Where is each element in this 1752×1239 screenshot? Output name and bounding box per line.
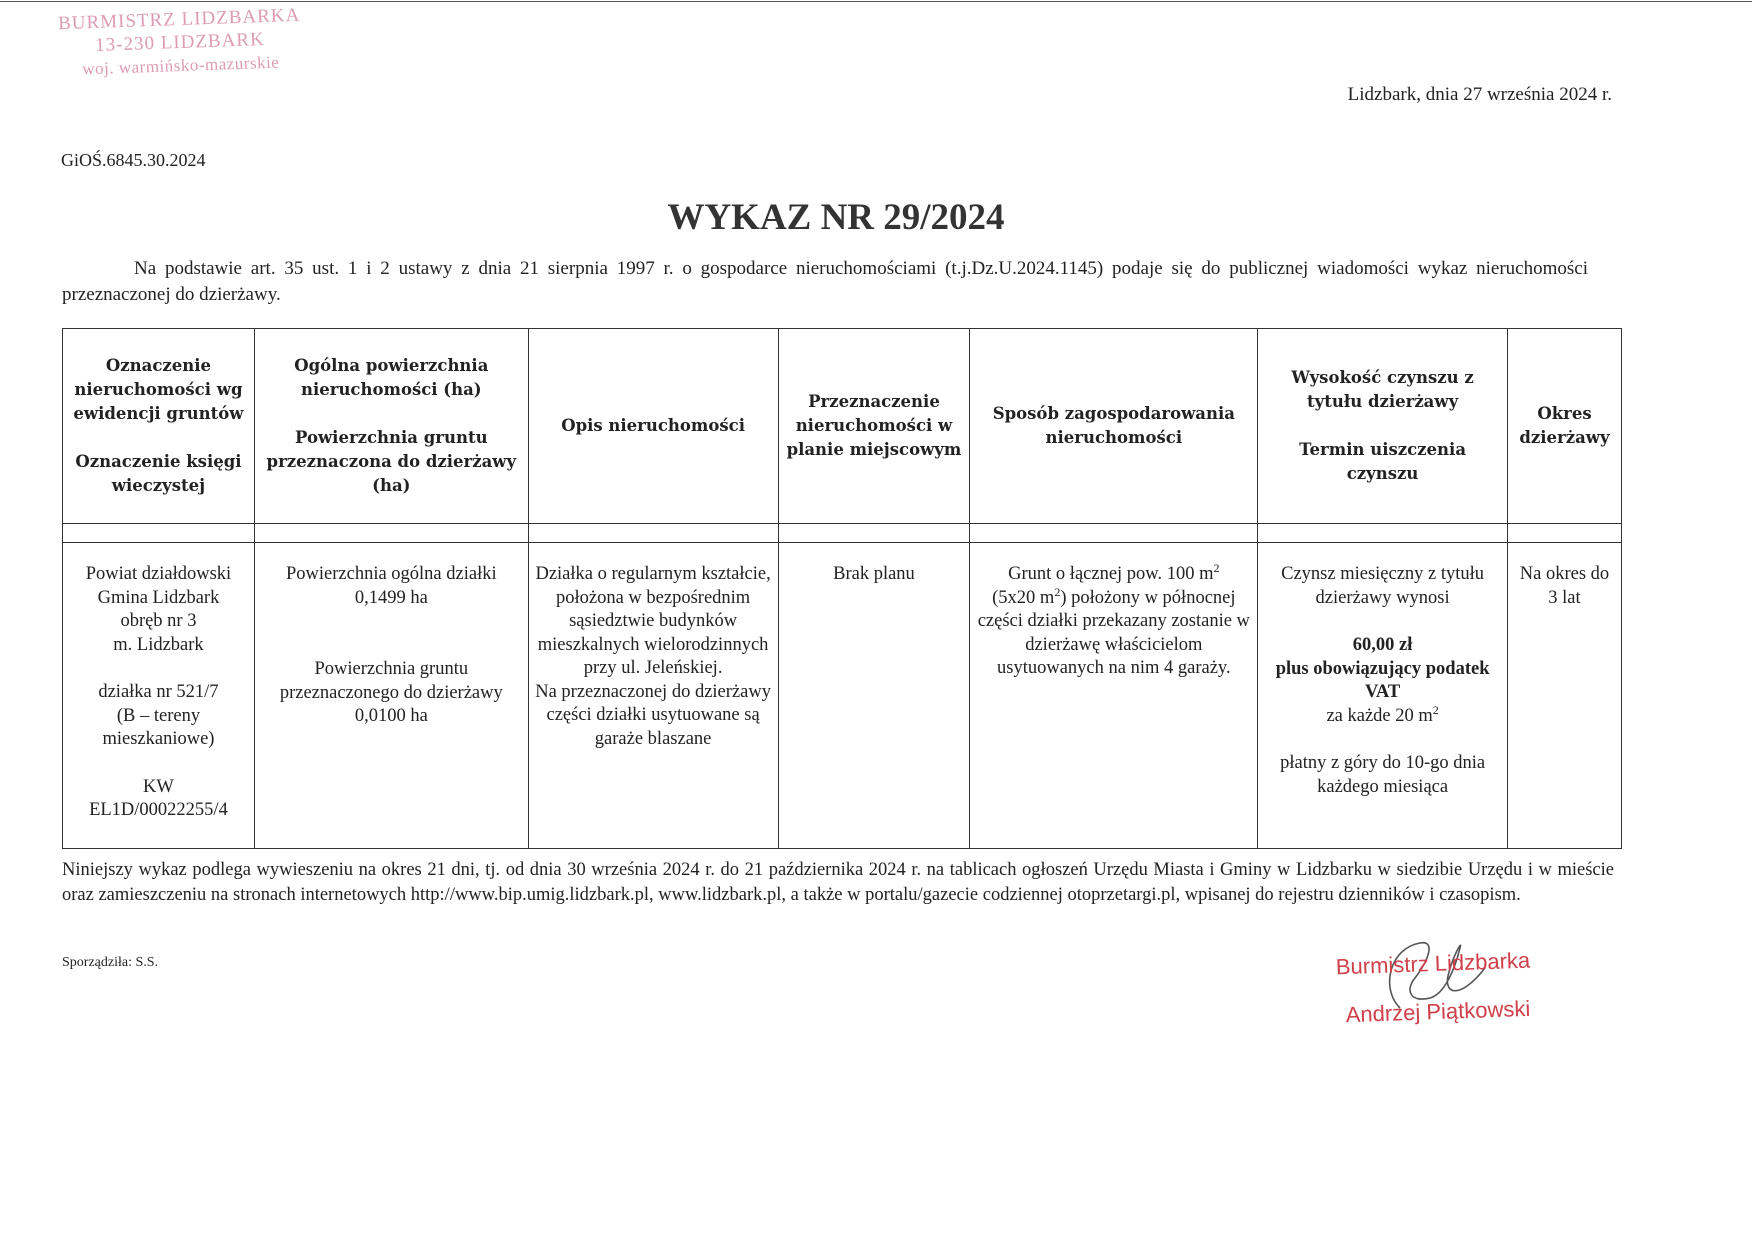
signature-name: Andrzej Piątkowski	[1345, 995, 1531, 1028]
table-spacer-row	[63, 524, 1622, 543]
location-line: m. Lidzbark	[113, 634, 204, 655]
header-cell-period: Okres dzierżawy	[1507, 329, 1621, 524]
use-text: ) położony w północnej części działki przekazany zostanie w dzierżawę właścicielom usytuowanych na nim 4 garaży.	[977, 587, 1250, 678]
stamp-line-1: BURMISTRZ LIDZBARKA	[57, 4, 301, 35]
top-rule	[0, 1, 1752, 2]
header-designation-registry: Oznaczenie nieruchomości wg ewidencji gruntów	[73, 356, 244, 423]
reference-number: GiOŚ.6845.30.2024	[61, 150, 206, 170]
cell-designation	[63, 543, 255, 849]
parcel-line: działka nr 521/7	[98, 682, 219, 702]
lease-area-label: Powierzchnia gruntu przeznaczonego do dzierżawy	[279, 659, 503, 703]
superscript: 2	[1213, 560, 1220, 575]
stamp-line-2: 13-230 LIDZBARK	[94, 29, 266, 56]
rent-due: płatny z góry do 10-go dnia każdego miesiąca	[1280, 753, 1486, 797]
header-cell-area	[254, 329, 528, 524]
superscript: 2	[1054, 584, 1061, 599]
description-text: Działka o regularnym kształcie, położona w bezpośrednim sąsiedztwie budynków mieszkalnych wielorodzinnych przy ul. Jeleńskiej.	[535, 564, 771, 678]
cell-area	[254, 543, 528, 849]
prepared-by: Sporządziła: S.S.	[62, 955, 159, 970]
document-date: Lidzbark, dnia 27 września 2024 r.	[1347, 84, 1612, 105]
parcel-line: (B – tereny	[116, 705, 201, 726]
cell-rent	[1258, 543, 1508, 849]
table-header-row	[63, 329, 1622, 524]
header-cell-rent	[1258, 329, 1508, 524]
office-stamp	[39, 3, 321, 82]
header-rent-amount: Wysokość czynszu z tytułu dzierżawy	[1291, 368, 1474, 411]
footer-paragraph: Niniejszy wykaz podlega wywieszeniu na okres 21 dni, tj. od dnia 30 września 2024 r. do 21 października 2024 r. na tablicach ogłoszeń Urzędu Miasta i Gminy w Lidzbarku w siedzibie Urzędu i w mieście oraz zamieszczeniu na stronach internetowych http://www.bip.umig.lidzbark.pl, www.lidzbark.pl, a także w portalu/gazecie codziennej otoprzetargi.pl, wpisanej do rejestru dzienników i czasopism.	[62, 860, 1614, 905]
lease-area-value: 0,0100 ha	[354, 706, 428, 726]
header-cell-use: Sposób zagospodarowania nieruchomości	[970, 329, 1258, 524]
location-line: Powiat działdowski	[85, 564, 232, 584]
header-cell-designation	[63, 329, 255, 524]
signature-block	[1318, 940, 1548, 1036]
signature-title: Burmistrz Lidzbarka	[1335, 947, 1531, 980]
use-text: (5x20 m	[992, 587, 1055, 608]
rent-intro: Czynsz miesięczny z tytułu dzierżawy wynosi	[1281, 564, 1485, 608]
cell-zoning: Brak planu	[778, 543, 970, 849]
rent-amount: 60,00 zł	[1352, 635, 1413, 655]
cell-period: Na okres do 3 lat	[1507, 543, 1621, 849]
table-row	[63, 543, 1622, 849]
rent-tax: plus obowiązujący podatek VAT	[1275, 658, 1490, 702]
land-book-line: KW	[143, 776, 174, 797]
superscript: 2	[1432, 702, 1439, 717]
document-title: WYKAZ NR 29/2024	[667, 197, 1005, 238]
parcel-line: mieszkaniowe)	[102, 729, 215, 749]
location-line: obręb nr 3	[120, 611, 197, 631]
description-garages: Na przeznaczonej do dzierżawy części działki usytuowane są garaże blaszane	[535, 681, 771, 749]
rent-per-area: za każde 20 m	[1326, 705, 1433, 726]
header-total-area: Ogólna powierzchnia nieruchomości (ha)	[294, 356, 489, 399]
total-area-label: Powierzchnia ogólna działki	[285, 564, 497, 584]
use-text: Grunt o łącznej pow. 100 m	[1008, 564, 1214, 584]
header-cell-zoning: Przeznaczenie nieruchomości w planie miejscowym	[778, 329, 970, 524]
header-designation-land-book: Oznaczenie księgi wieczystej	[75, 452, 242, 495]
stamp-line-3: woj. warmińsko-mazurskie	[81, 52, 280, 79]
cell-description	[528, 543, 778, 849]
intro-paragraph: Na podstawie art. 35 ust. 1 i 2 ustawy z dnia 21 sierpnia 1997 r. o gospodarce nieruchomościami (t.j.Dz.U.2024.1145) podaje się do publicznej wiadomości wykaz nieruchomości przeznaczonej do dzierżawy.	[62, 258, 1588, 305]
location-line: Gmina Lidzbark	[97, 587, 220, 608]
cell-use	[970, 543, 1258, 849]
header-cell-description: Opis nieruchomości	[528, 329, 778, 524]
land-book-line: EL1D/00022255/4	[89, 800, 228, 820]
header-lease-area: Powierzchnia gruntu przeznaczona do dzierżawy (ha)	[266, 428, 517, 495]
property-table	[62, 328, 1622, 849]
total-area-value: 0,1499 ha	[354, 587, 428, 608]
header-rent-due: Termin uiszczenia czynszu	[1299, 440, 1467, 483]
